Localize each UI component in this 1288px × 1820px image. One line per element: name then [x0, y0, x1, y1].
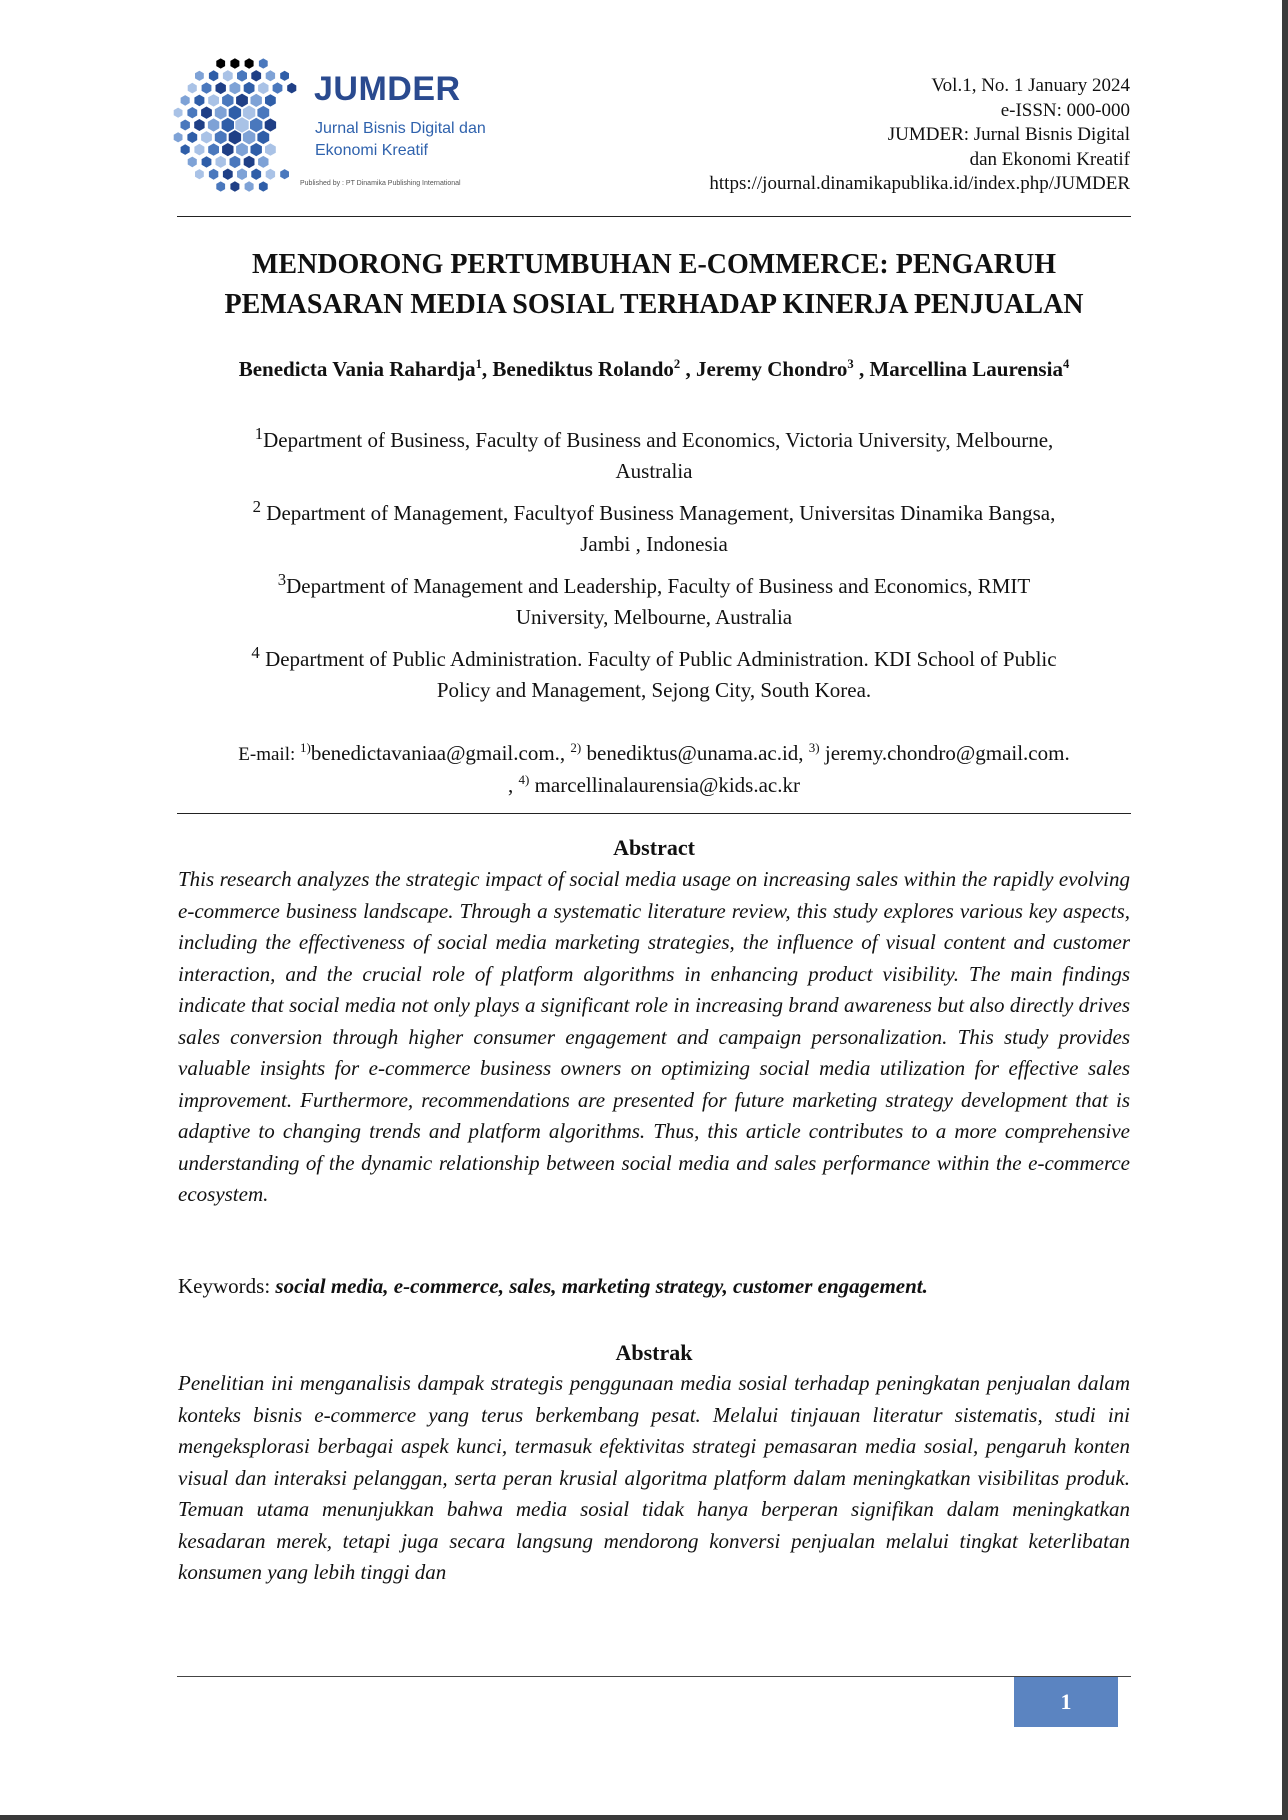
- email-address[interactable]: jeremy.chondro@gmail.com.: [819, 741, 1070, 765]
- abstrak-heading: Abstrak: [615, 1340, 693, 1365]
- logo-hexagon: [174, 108, 183, 118]
- journal-name-line1: JUMDER: Jurnal Bisnis Digital: [887, 124, 1130, 145]
- logo-hexagon: [230, 181, 239, 192]
- author-name: Benediktus Rolando: [492, 357, 674, 381]
- affiliation-2: [160, 498, 1148, 560]
- logo-hexagon: [194, 95, 204, 107]
- logo-hexagon: [216, 181, 225, 191]
- page-number: 1: [1014, 1677, 1118, 1727]
- logo-hexagon: [245, 58, 254, 69]
- logo-hexagon: [216, 82, 226, 94]
- logo-name: JUMDER: [314, 70, 461, 108]
- affiliation-line1: Department of Management, Facultyof Business Management, Universitas Dinamika Bangsa,: [261, 501, 1056, 525]
- logo-hexagon: [237, 70, 247, 82]
- email-label: E-mail:: [238, 744, 300, 765]
- logo-hexagon: [265, 94, 276, 106]
- logo-hexagon: [237, 168, 247, 180]
- author-list: [140, 357, 1168, 382]
- email-sup: 4): [518, 772, 530, 787]
- logo-hexagon: [245, 181, 254, 192]
- logo-hexagon: [223, 169, 233, 180]
- author-sep: ,: [481, 357, 493, 381]
- affiliation-num: 2: [252, 497, 262, 516]
- logo-hexagon: [195, 169, 204, 179]
- header-divider: [177, 216, 1131, 217]
- logo-hexagon: [235, 117, 248, 133]
- logo-hexagon: [202, 82, 212, 93]
- journal-info: [709, 74, 1130, 197]
- logo-hexagon: [257, 131, 269, 145]
- logo-hexagon: [201, 131, 212, 143]
- logo-hexagon: [187, 132, 197, 143]
- logo-hexagon: [229, 106, 241, 120]
- logo-hexagon: [244, 82, 255, 94]
- logo-hexagon: [194, 119, 204, 131]
- page-edge-right: [1282, 0, 1288, 1820]
- logo-hexagon: [251, 143, 262, 156]
- author-name: Marcellina Laurensia: [869, 357, 1063, 381]
- journal-name-line2: dan Ekonomi Kreatif: [969, 148, 1130, 170]
- logo-hexagon: [209, 169, 218, 180]
- logo-hexagon: [243, 130, 255, 144]
- logo-hexagon: [251, 70, 261, 81]
- logo-hexagon: [187, 107, 197, 118]
- logo-hexagon: [259, 58, 268, 68]
- paper-title-line1: MENDORONG PERTUMBUHAN E-COMMERCE: PENGARUH: [252, 249, 1056, 280]
- email-address[interactable]: marcellinalaurensia@kids.ac.kr: [529, 773, 800, 797]
- logo-hexagon: [181, 95, 190, 106]
- author-sup: 1: [475, 357, 482, 371]
- logo-hexagon: [216, 156, 226, 168]
- logo-hexagon: [215, 106, 227, 120]
- logo-hexagon: [188, 157, 197, 168]
- abstract-heading: Abstract: [613, 835, 695, 860]
- email-line2-prefix: ,: [508, 773, 519, 797]
- logo-hexagon: [222, 143, 233, 156]
- author-sup: 4: [1062, 357, 1070, 371]
- email-sup: 2): [570, 740, 582, 755]
- logo-hexagon: [287, 83, 296, 94]
- logo-hexagon: [208, 143, 219, 155]
- logo-hexagon: [273, 82, 283, 93]
- email-divider: [177, 813, 1131, 814]
- affiliation-line1: Department of Public Administration. Faculty of Public Administration. KDI School of Public: [259, 647, 1057, 671]
- email-address[interactable]: benediktus@unama.ac.id,: [581, 741, 809, 765]
- affiliation-line2: Australia: [615, 459, 693, 483]
- logo-hexagon: [195, 71, 204, 81]
- journal-logo: [172, 52, 492, 198]
- logo-hexagon: [258, 82, 268, 94]
- logo-hexagon: [216, 58, 225, 68]
- abstrak-text: Penelitian ini menganalisis dampak strategis penggunaan media sosial terhadap peningkatan penjualan dalam konteks bisnis e-commerce yang terus berkembang pesat. Melalui tinjauan literatur sistematis, studi ini mengeksplorasi berbagai aspek kunci, termasuk efektivitas strategi pemasaran media sosial, pengaruh konten visual dan interaksi pelanggan, serta peran krusial algoritma platform dalam meningkatkan visibilitas produk. Temuan utama menunjukkan bahwa media sosial tidak hanya berperan signifikan dalam meningkatkan kesadaran merek, tetapi juga secara langsung mendorong konversi penjualan melalui tingkat keterlibatan konsumen yang lebih tinggi dan: [178, 1371, 1130, 1584]
- affiliation-num: 1: [254, 424, 264, 443]
- logo-hexagon: [181, 120, 190, 131]
- author-sup: 2: [673, 357, 681, 371]
- logo-hexagon: [202, 156, 212, 167]
- logo-hexagon: [230, 58, 239, 69]
- keywords: [178, 1274, 1130, 1299]
- logo-hexagon: [230, 156, 241, 168]
- author-name: Benedicta Vania Rahardja: [238, 357, 476, 381]
- logo-hexagon: [266, 70, 275, 81]
- paper-title-line2: PEMASARAN MEDIA SOSIAL TERHADAP KINERJA PENJUALAN: [224, 289, 1084, 320]
- logo-hexagon: [266, 169, 275, 180]
- logo-hexagon: [194, 144, 204, 156]
- email-address[interactable]: benedictavaniaa@gmail.com.,: [310, 741, 571, 765]
- paper-title: [160, 245, 1148, 325]
- author-sep: ,: [853, 357, 870, 381]
- logo-hexagon: [209, 70, 218, 81]
- logo-hexagon: [257, 106, 269, 120]
- logo-hexagon: [208, 118, 219, 131]
- page-edge-bottom: [0, 1815, 1288, 1820]
- logo-hexagon: [243, 106, 255, 120]
- logo-hexagon: [174, 132, 183, 142]
- footer-divider: [177, 1676, 1131, 1677]
- affiliation-line1: Department of Management and Leadership, Faculty of Business and Economics, RMIT: [286, 574, 1031, 598]
- logo-hexagon: [251, 169, 261, 180]
- logo-hexagon: [258, 156, 268, 168]
- keywords-values: social media, e-commerce, sales, marketing strategy, customer engagement.: [275, 1274, 928, 1298]
- affiliation-line2: Policy and Management, Sejong City, South Korea.: [436, 678, 872, 702]
- logo-hexagon: [223, 70, 233, 81]
- logo-hexagon: [222, 118, 234, 132]
- logo-hexagon: [222, 94, 233, 107]
- logo-hexagon: [236, 94, 248, 108]
- logo-hexagon: [265, 118, 276, 131]
- email-block: [160, 738, 1148, 801]
- logo-hexagon: [265, 143, 276, 155]
- affiliation-num: 4: [251, 643, 260, 662]
- email-sup: 3): [808, 740, 820, 755]
- logo-hexagon: [208, 94, 219, 106]
- logo-hexagon: [229, 130, 241, 144]
- logo-hexagon: [251, 94, 262, 107]
- affiliation-line1: Department of Business, Faculty of Business and Economics, Victoria University, Melbourne,: [263, 428, 1054, 452]
- affiliation-line2: University, Melbourne, Australia: [515, 605, 793, 629]
- logo-hexagon: [201, 107, 212, 119]
- affiliation-3: [160, 571, 1148, 633]
- logo-subtitle: Jurnal Bisnis Digital dan Ekonomi Kreatif: [315, 120, 486, 159]
- logo-hexagon: [181, 144, 190, 155]
- logo-hexagon: [250, 118, 262, 132]
- logo-hexagon: [280, 169, 289, 179]
- author-name: Jeremy Chondro: [695, 357, 848, 381]
- logo-publisher: Published by : PT Dinamika Publishing International: [300, 180, 461, 187]
- journal-issn: e-ISSN: 000-000: [1000, 99, 1130, 121]
- logo-hexagon: [280, 71, 289, 81]
- journal-url[interactable]: https://journal.dinamikapublika.id/index.php/JUMDER: [709, 173, 1130, 194]
- logo-hexagon: [188, 83, 197, 94]
- affiliation-4: [160, 644, 1148, 706]
- author-sup: 3: [847, 357, 854, 371]
- email-sup: 1): [300, 740, 311, 755]
- logo-hexagon: [236, 143, 248, 157]
- author-sep: ,: [680, 357, 696, 381]
- logo-hexagon: [215, 131, 227, 145]
- logo-hexagon: [244, 156, 255, 168]
- logo-hexagon: [230, 82, 241, 94]
- hexagon-globe-icon: [172, 52, 312, 198]
- affiliation-line2: Jambi , Indonesia: [580, 532, 728, 556]
- logo-hexagon: [259, 181, 268, 191]
- affiliation-1: [160, 425, 1148, 487]
- keywords-label: Keywords:: [178, 1274, 276, 1298]
- affiliation-num: 3: [277, 570, 287, 589]
- abstract-text: This research analyzes the strategic impact of social media usage on increasing sales within the rapidly evolving e-commerce business landscape. Through a systematic literature review, this study explores various key aspects, including the effectiveness of social media marketing strategies, the influence of visual content and customer interaction, and the crucial role of platform algorithms in enhancing product visibility. The main findings indicate that social media not only plays a significant role in increasing brand awareness but also directly drives sales conversion through higher consumer engagement and campaign personalization. This study provides valuable insights for e-commerce business owners on optimizing social media utilization for effective sales improvement. Furthermore, recommendations are presented for future marketing strategy development that is adaptive to changing trends and platform algorithms. Thus, this article contributes to a more comprehensive understanding of the dynamic relationship between social media and sales performance within the e-commerce ecosystem.: [178, 867, 1130, 1206]
- journal-volume: Vol.1, No. 1 January 2024: [931, 75, 1130, 96]
